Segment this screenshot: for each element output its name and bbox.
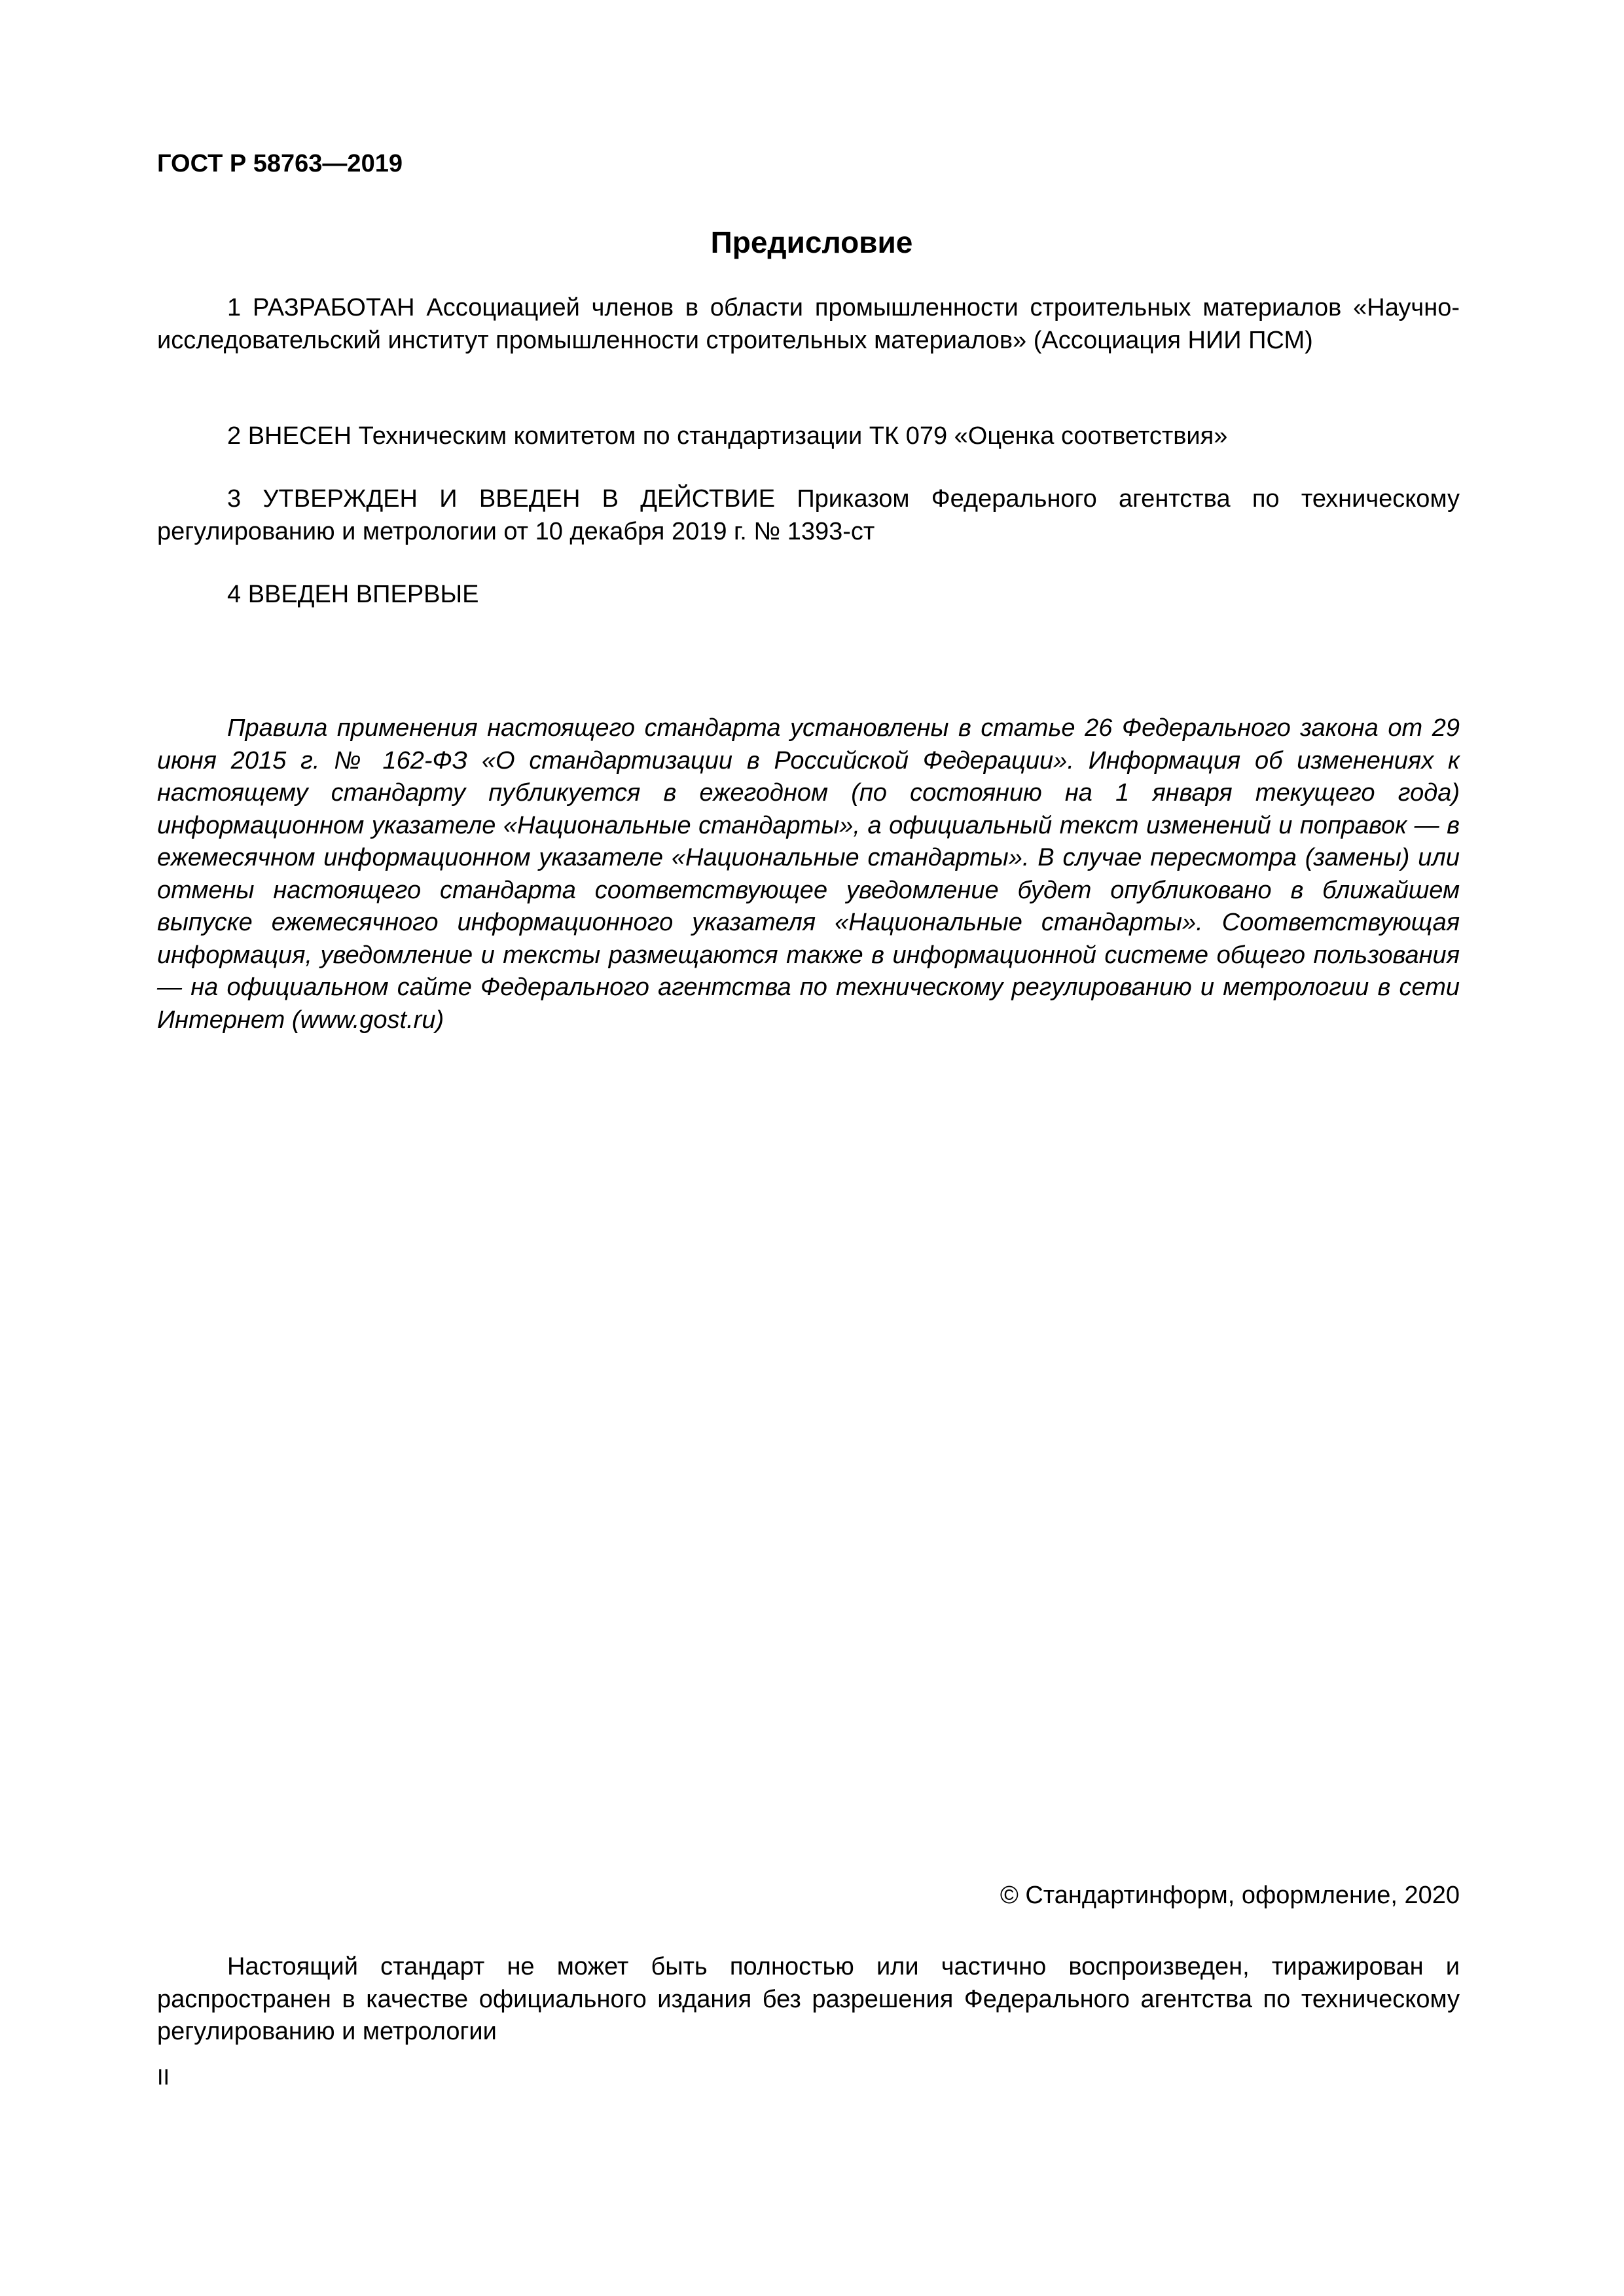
copyright-line: © Стандартинформ, оформление, 2020: [1000, 1882, 1460, 1909]
application-notice: Правила применения настоящего стандарта установлены в статье 26 Федерального закона от 29 июня 2015 г. № 162-ФЗ «О стандартизации в Российской Федерации». Информация об изменениях к настоящему стандарту публикуется в ежегодном (по состоянию на 1 января текущего года) информационном указателе «Национальные стандарты», а официальный текст изменений и поправок — в ежемесячном информационном указателе «Национальные стандарты». В случае пересмотра (замены) или отмены настоящего стандарта соответствующее уведомление будет опубликовано в ближайшем выпуске ежемесячного информационного указателя «Национальные стандарты». Соответствующая информация, уведомление и тексты размещаются также в информационной системе общего пользования — на официальном сайте Федерального агентства по техническому регулированию и метрологии в сети Интернет (www.gost.ru): [157, 714, 1460, 1034]
page-title: Предисловие: [710, 225, 913, 259]
preface-item-introduced: 2 ВНЕСЕН Техническим комитетом по стандартизации ТК 079 «Оценка соответствия»: [227, 422, 1228, 450]
page-number: II: [157, 2065, 170, 2090]
preface-item-first-introduced: 4 ВВЕДЕН ВПЕРВЫЕ: [227, 581, 479, 608]
preface-item-approved: 3 УТВЕРЖДЕН И ВВЕДЕН В ДЕЙСТВИЕ Приказом Федерального агентства по техническому регулированию и метрологии от 10 декабря 2019 г. № 1393-ст: [157, 485, 1460, 545]
preface-item-developed: 1 РАЗРАБОТАН Ассоциацией членов в области промышленности строительных материалов «Научно-исследовательский институт промышленности строительных материалов» (Ассоциация НИИ ПСМ): [157, 294, 1460, 354]
document-code: ГОСТ Р 58763—2019: [157, 150, 403, 177]
reproduction-notice: Настоящий стандарт не может быть полностью или частично воспроизведен, тиражирован и распространен в качестве официального издания без разрешения Федерального агентства по техническому регулированию и метрологии: [157, 1953, 1460, 2045]
